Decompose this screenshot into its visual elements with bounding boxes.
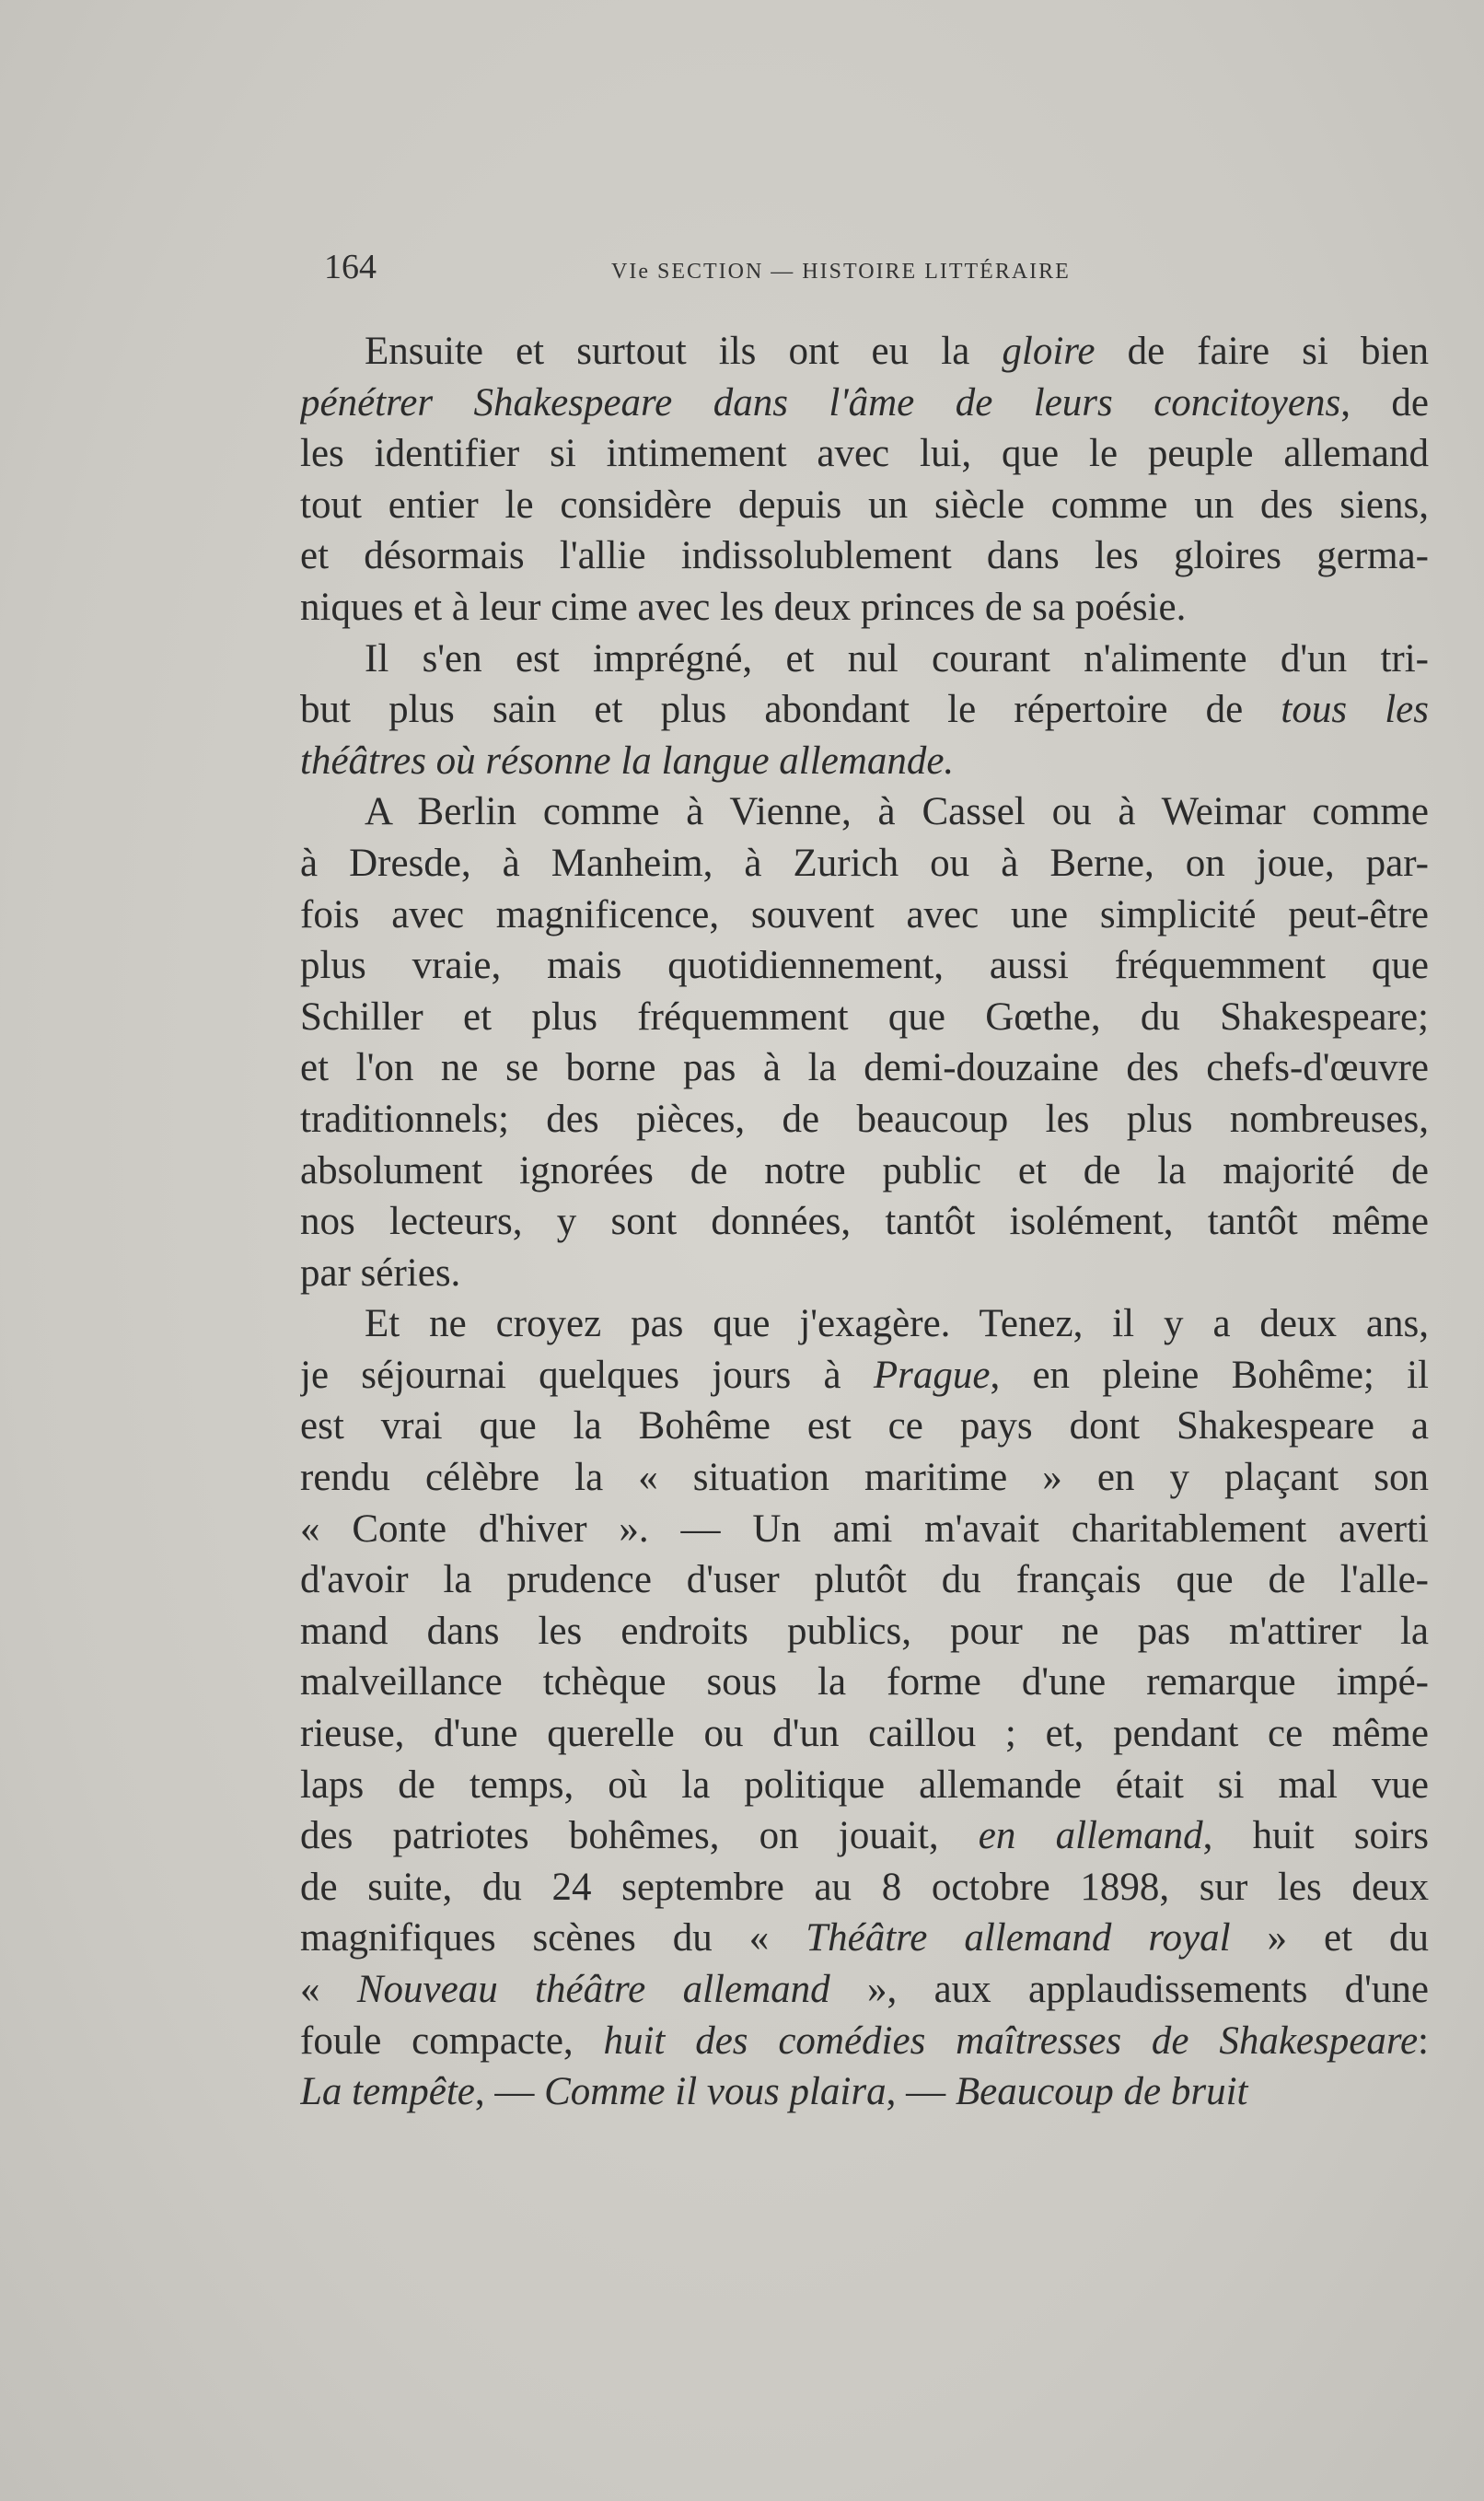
text-line <box>300 1760 1429 1811</box>
text-line <box>300 480 1429 531</box>
text-line <box>300 1862 1429 1914</box>
text-line <box>300 736 1429 787</box>
text-line <box>300 2066 1429 2118</box>
italic-segment: Nouveau théâtre allemand <box>356 1968 830 2011</box>
text-line <box>300 1094 1429 1146</box>
text-segment: , en pleine Bohême; il <box>990 1353 1429 1397</box>
text-segment: Et ne croyez pas que j'exagère. Tenez, il y a deux ans, <box>365 1302 1429 1346</box>
body-text <box>300 326 1429 2118</box>
text-segment: d'avoir la prudence d'user plutôt du français que de l'alle- <box>300 1558 1429 1602</box>
text-segment: tout entier le considère depuis un siècle comme un des siens, <box>300 483 1429 527</box>
text-segment: est vrai que la Bohême est ce pays dont Shakespeare a <box>300 1404 1429 1448</box>
text-segment: fois avec magnificence, souvent avec une simplicité peut-être <box>300 892 1429 936</box>
text-segment: de faire si bien <box>1095 330 1429 373</box>
text-segment: nos lecteurs, y sont données, tantôt isolément, tantôt même <box>300 1200 1429 1244</box>
text-line <box>300 1350 1429 1402</box>
text-line <box>300 890 1429 941</box>
text-line <box>300 786 1429 838</box>
text-line <box>300 838 1429 890</box>
italic-segment: huit des comédies maîtresses de Shakespeare <box>603 2018 1419 2063</box>
text-line <box>300 1298 1429 1350</box>
text-line <box>300 940 1429 992</box>
text-line <box>300 1606 1429 1658</box>
italic-segment: La tempête <box>300 2070 475 2114</box>
text-line <box>300 1554 1429 1606</box>
text-segment: Ensuite et surtout ils ont eu la <box>365 330 1003 373</box>
italic-segment: pénétrer Shakespeare dans l'âme de leurs concitoyens <box>300 380 1341 425</box>
text-line <box>300 1913 1429 1964</box>
text-segment: mand dans les endroits publics, pour ne pas m'attirer la <box>300 1609 1429 1653</box>
text-line <box>300 1452 1429 1504</box>
text-line <box>300 1964 1429 2016</box>
text-segment: rendu célèbre la « situation maritime » en y plaçant son <box>300 1456 1429 1500</box>
italic-segment: Beaucoup de bruit <box>955 2070 1248 2114</box>
section-title: VIe SECTION — HISTOIRE LITTÉRAIRE <box>611 260 1071 284</box>
italic-segment: Comme il vous plaira <box>544 2070 887 2114</box>
text-segment: but plus sain et plus abondant le répertoire de <box>300 688 1281 732</box>
text-segment: », aux applaudissements d'une <box>829 1968 1429 2011</box>
text-segment: rieuse, d'une querelle ou d'un caillou ; et, pendant ce même <box>300 1712 1429 1756</box>
text-line <box>300 1042 1429 1094</box>
text-segment: absolument ignorées de notre public et de la majorité de <box>300 1148 1429 1192</box>
page-number: 164 <box>324 248 377 286</box>
text-segment: et l'on ne se borne pas à la demi-douzaine des chefs-d'œuvre <box>300 1046 1429 1090</box>
text-segment: magnifiques scènes du « <box>300 1916 806 1960</box>
text-line <box>300 582 1429 634</box>
text-line <box>300 378 1429 429</box>
text-segment: » et du <box>1230 1916 1429 1960</box>
text-line <box>300 1196 1429 1248</box>
text-line <box>300 530 1429 582</box>
text-segment: A Berlin comme à Vienne, à Cassel ou à Weimar comme <box>365 790 1429 834</box>
text-line <box>300 1708 1429 1760</box>
italic-segment: théâtres où résonne la langue allemande. <box>300 739 955 783</box>
text-line <box>300 2016 1429 2067</box>
text-segment: , de <box>1340 380 1429 425</box>
text-segment: niques et à leur cime avec les deux princes de sa poésie. <box>300 585 1187 629</box>
text-segment: : <box>1418 2018 1429 2063</box>
text-segment: je séjournai quelques jours à <box>300 1353 874 1397</box>
text-segment: , huit soirs <box>1202 1814 1429 1858</box>
text-line <box>300 1248 1429 1299</box>
text-segment: malveillance tchèque sous la forme d'une remarque impé- <box>300 1660 1429 1704</box>
text-line <box>300 1401 1429 1452</box>
text-segment: , — <box>474 2070 545 2114</box>
italic-segment: tous les <box>1281 688 1429 732</box>
italic-segment: Prague <box>873 1353 991 1397</box>
text-line <box>300 684 1429 736</box>
text-line <box>300 1810 1429 1862</box>
text-segment: Il s'en est imprégné, et nul courant n'alimente d'un tri- <box>365 636 1429 681</box>
text-segment: Schiller et plus fréquemment que Gœthe, du Shakespeare; <box>300 995 1429 1039</box>
italic-segment: gloire <box>1002 330 1096 373</box>
text-segment: laps de temps, où la politique allemande était si mal vue <box>300 1762 1429 1807</box>
running-head <box>324 247 1153 302</box>
text-segment: « Conte d'hiver ». — Un ami m'avait charitablement averti <box>300 1506 1429 1551</box>
text-line <box>300 1657 1429 1708</box>
text-segment: foule compacte, <box>300 2018 604 2063</box>
text-line <box>300 326 1429 378</box>
text-line <box>300 1146 1429 1197</box>
text-line <box>300 428 1429 480</box>
text-segment: des patriotes bohêmes, on jouait, <box>300 1814 979 1858</box>
text-line <box>300 992 1429 1043</box>
text-segment: traditionnels; des pièces, de beaucoup les plus nombreuses, <box>300 1097 1429 1141</box>
text-segment: par séries. <box>300 1250 461 1295</box>
text-line <box>300 634 1429 685</box>
text-line <box>300 1504 1429 1555</box>
text-segment: à Dresde, à Manheim, à Zurich ou à Berne, on joue, par- <box>300 841 1429 885</box>
italic-segment: Théâtre allemand royal <box>806 1916 1231 1960</box>
text-segment: les identifier si intimement avec lui, que le peuple allemand <box>300 432 1429 476</box>
text-segment: de suite, du 24 septembre au 8 octobre 1898, sur les deux <box>300 1865 1429 1909</box>
text-segment: plus vraie, mais quotidiennement, aussi fréquemment que <box>300 944 1429 988</box>
italic-segment: en allemand <box>978 1814 1203 1858</box>
text-segment: « <box>300 1968 357 2011</box>
text-segment: , — <box>886 2070 956 2114</box>
text-segment: et désormais l'allie indissolublement dans les gloires germa- <box>300 534 1429 578</box>
